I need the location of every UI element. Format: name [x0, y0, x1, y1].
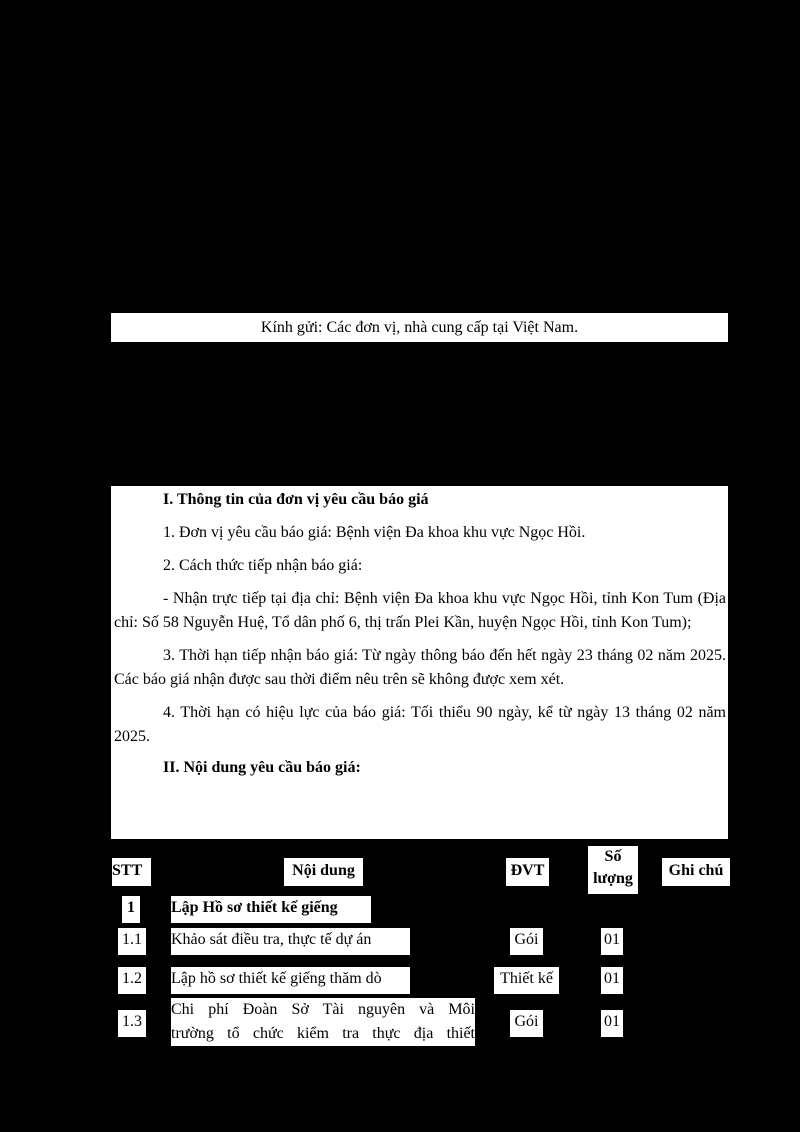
row-3-content-line2: trường tổ chức kiểm tra thực địa thiết: [171, 1025, 475, 1042]
row-3-content-line1: Chi phí Đoàn Sở Tài nguyên và Môi: [171, 1001, 475, 1018]
row-3-unit: Gói: [510, 1010, 543, 1037]
group-content: Lập Hồ sơ thiết kế giếng: [171, 896, 371, 923]
greeting-line: Kính gửi: Các đơn vị, nhà cung cấp tại Việt Nam.: [111, 313, 728, 342]
row-3-content: [171, 998, 475, 1046]
header-note: Ghi chú: [662, 858, 730, 886]
validity-period: 4. Thời hạn có hiệu lực của báo giá: Tối thiểu 90 ngày, kể từ ngày 13 tháng 02 năm 2025.: [114, 704, 726, 745]
group-stt: 1: [122, 896, 140, 923]
section-ii-heading: II. Nội dung yêu cầu báo giá:: [163, 759, 361, 776]
requesting-unit: 1. Đơn vị yêu cầu báo giá: Bệnh viện Đa khoa khu vực Ngọc Hồi.: [163, 524, 586, 541]
row-2-content: Lập hồ sơ thiết kế giếng thăm dò: [171, 967, 410, 994]
row-1-content: Khảo sát điều tra, thực tế dự án: [171, 928, 410, 955]
row-1-qty: 01: [601, 928, 623, 955]
header-content: Nội dung: [284, 858, 363, 886]
receipt-deadline: 3. Thời hạn tiếp nhận báo giá: Từ ngày thông báo đến hết ngày 23 tháng 02 năm 2025. Các báo giá nhận được sau thời điểm nêu trên sẽ không được xem xét.: [114, 647, 726, 688]
row-1-unit: Gói: [510, 928, 543, 955]
section-i-heading: I. Thông tin của đơn vị yêu cầu báo giá: [163, 491, 429, 508]
row-2-qty: 01: [601, 967, 623, 994]
header-quantity-line2: lượng: [593, 870, 633, 887]
receipt-address: - Nhận trực tiếp tại địa chỉ: Bệnh viện Đa khoa khu vực Ngọc Hồi, tỉnh Kon Tum (Địa chỉ: Số 58 Nguyễn Huệ, Tổ dân phố 6, thị trấn Plei Kần, huyện Ngọc Hồi, tỉnh Kon Tum);: [114, 590, 726, 631]
header-unit: ĐVT: [506, 858, 549, 886]
header-stt: STT: [112, 858, 151, 886]
header-quantity-line1: Số: [604, 848, 622, 865]
row-3-stt: 1.3: [118, 1010, 146, 1037]
section-info: [111, 486, 728, 839]
receipt-method: 2. Cách thức tiếp nhận báo giá:: [163, 557, 363, 574]
row-1-stt: 1.1: [118, 928, 146, 955]
row-2-unit: Thiết kế: [494, 967, 559, 994]
row-3-qty: 01: [601, 1010, 623, 1037]
header-quantity: [588, 846, 638, 894]
row-2-stt: 1.2: [118, 967, 146, 994]
